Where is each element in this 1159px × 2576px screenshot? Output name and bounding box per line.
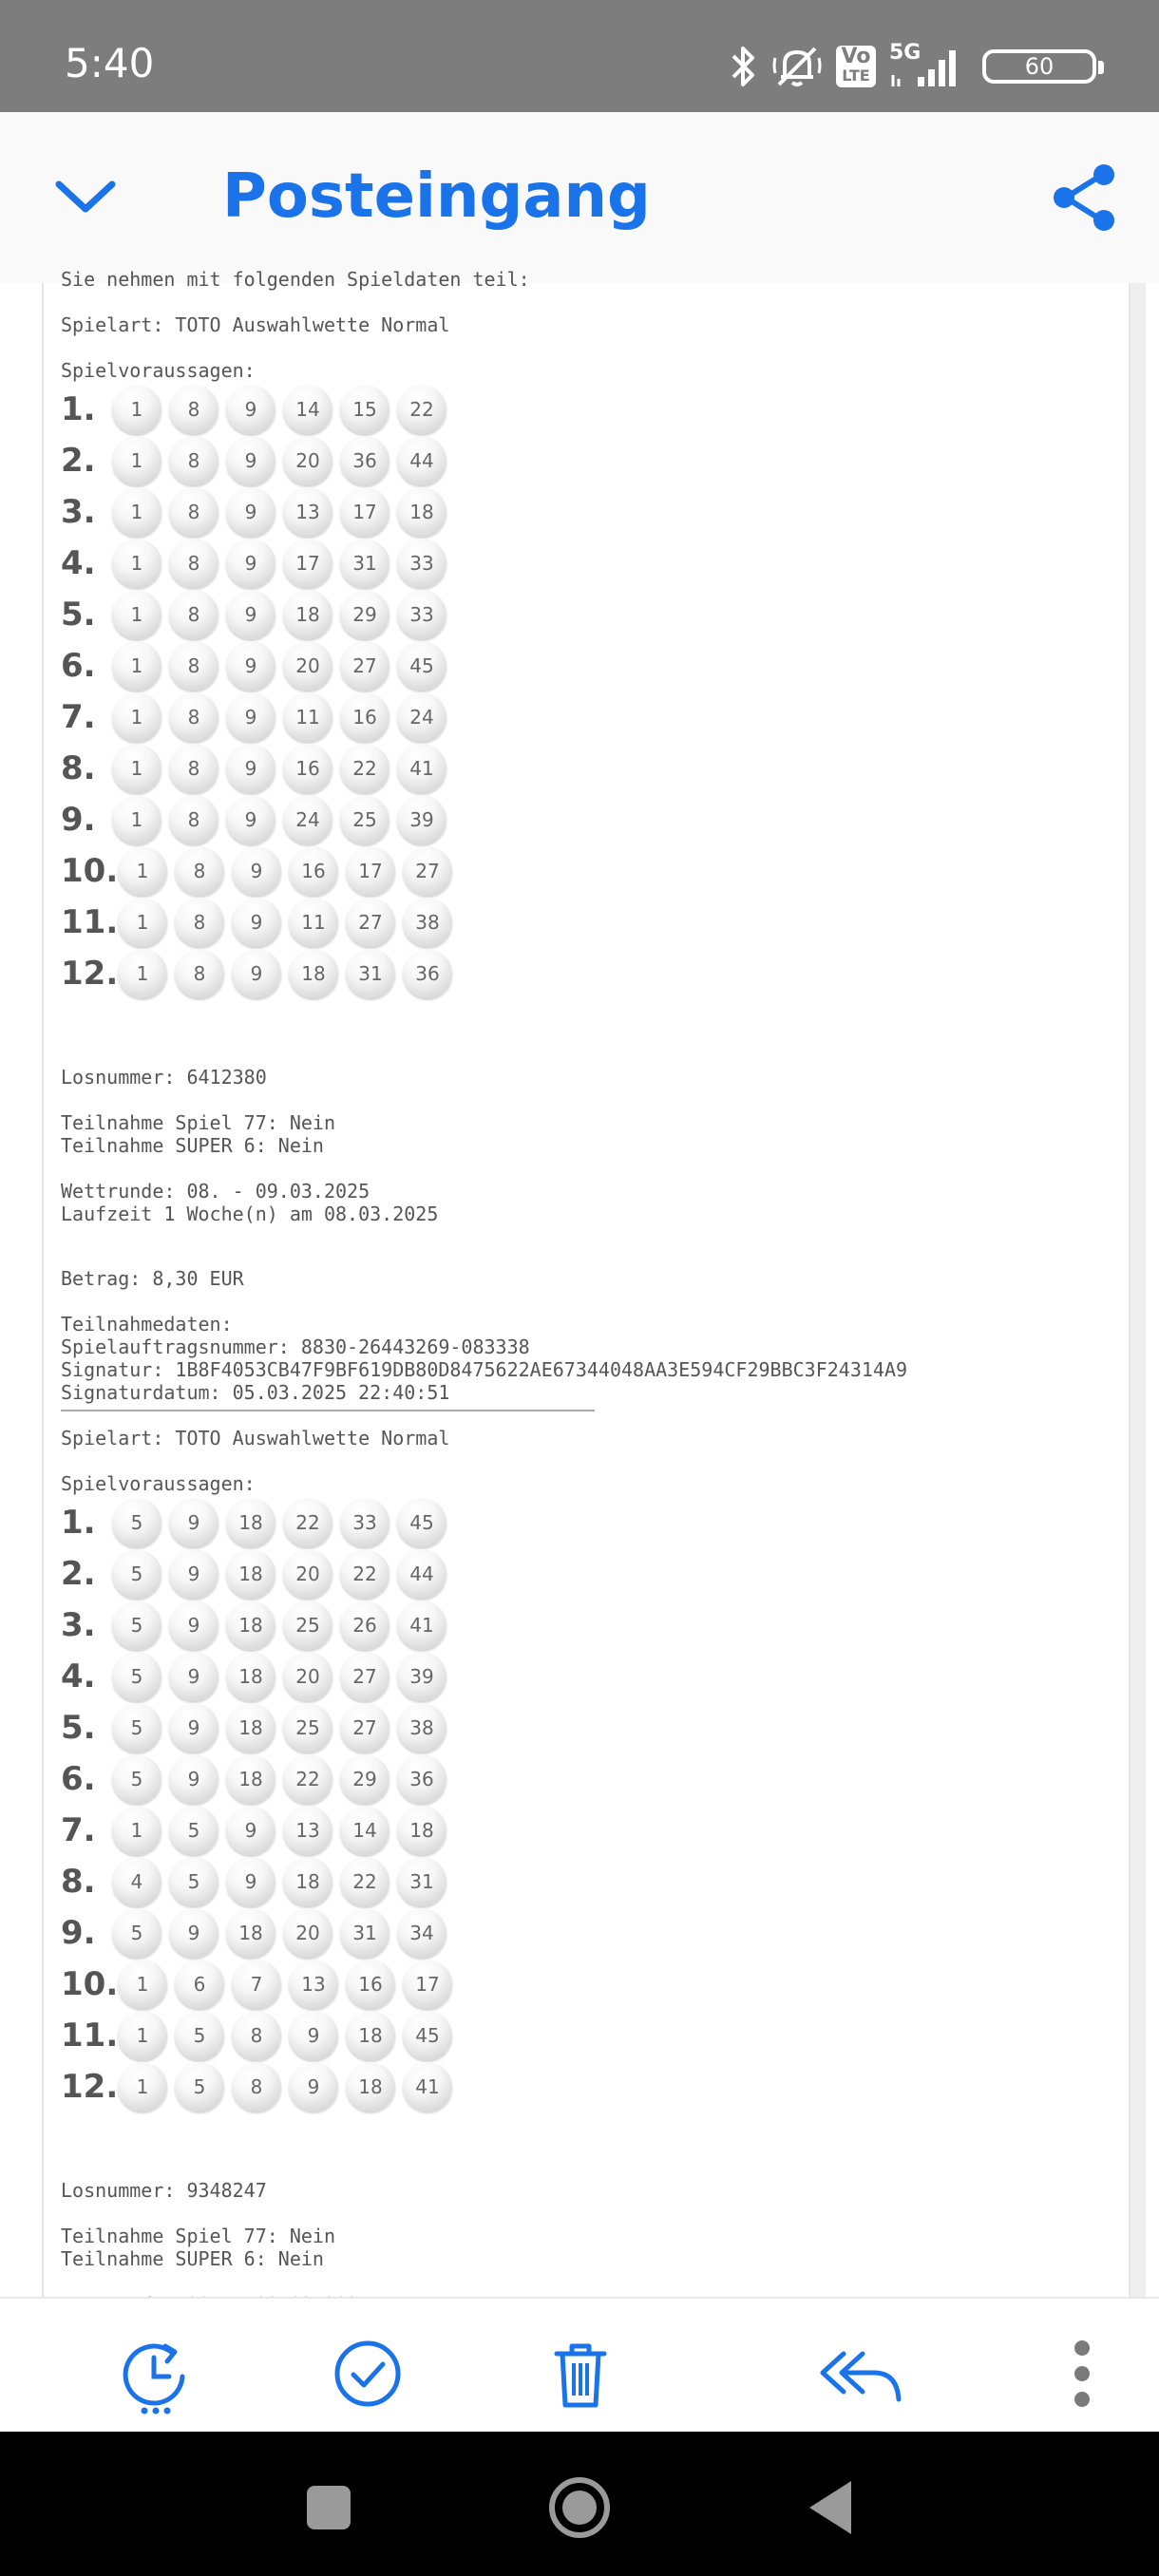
tip-row <box>61 486 1106 538</box>
number-ball: 8 <box>232 2011 281 2060</box>
tip-row-number: 10. <box>61 852 119 890</box>
number-ball: 9 <box>232 898 281 947</box>
back-button[interactable] <box>792 2470 868 2546</box>
number-ball: 18 <box>283 1857 332 1906</box>
number-ball: 8 <box>169 487 218 537</box>
number-ball: 9 <box>169 1498 218 1547</box>
tip-row-number: 7. <box>61 1811 96 1849</box>
number-ball: 22 <box>340 1857 390 1906</box>
mark-done-button[interactable] <box>327 2333 408 2415</box>
tip-row <box>61 743 1106 794</box>
number-ball: 39 <box>397 1652 446 1701</box>
tip-row-number: 6. <box>61 1760 96 1798</box>
number-ball: 8 <box>169 744 218 793</box>
number-ball: 18 <box>226 1549 276 1599</box>
recents-icon <box>291 2470 367 2546</box>
ticket-divider <box>61 1410 595 1411</box>
number-ball: 1 <box>118 2062 167 2112</box>
number-ball: 27 <box>340 1652 390 1701</box>
number-ball: 11 <box>289 898 338 947</box>
number-ball: 1 <box>112 744 162 793</box>
tip-row-number: 4. <box>61 544 96 582</box>
number-ball: 1 <box>118 846 167 896</box>
spiel77: Teilnahme Spiel 77: Nein <box>61 2225 335 2247</box>
number-ball: 41 <box>397 744 446 793</box>
tip-row <box>61 691 1106 743</box>
number-ball: 20 <box>283 1652 332 1701</box>
tip-row-number: 12. <box>61 2068 119 2106</box>
number-ball: 8 <box>169 692 218 742</box>
number-ball: 13 <box>283 487 332 537</box>
number-ball: 20 <box>283 1549 332 1599</box>
predictions-label: Spielvoraussagen: <box>61 359 256 382</box>
number-ball: 1 <box>112 436 162 485</box>
number-ball: 27 <box>340 641 390 691</box>
number-ball: 45 <box>397 641 446 691</box>
bluetooth-icon <box>730 45 758 88</box>
number-ball: 1 <box>118 1960 167 2009</box>
tip-rows <box>61 384 1106 999</box>
number-ball: 14 <box>283 385 332 434</box>
participation-label: Teilnahmedaten: <box>61 1313 233 1335</box>
status-icons <box>730 38 1096 95</box>
snooze-icon <box>116 2333 198 2415</box>
number-ball: 17 <box>340 487 390 537</box>
number-ball: 33 <box>397 590 446 639</box>
number-ball: 31 <box>340 539 390 588</box>
number-ball: 16 <box>289 846 338 896</box>
number-ball: 5 <box>112 1652 162 1701</box>
home-button[interactable] <box>542 2470 618 2546</box>
number-ball: 25 <box>340 795 390 844</box>
share-icon <box>1049 161 1121 234</box>
number-ball: 9 <box>226 539 276 588</box>
system-nav-bar <box>0 2432 1159 2576</box>
number-ball: 1 <box>112 692 162 742</box>
number-ball: 31 <box>340 1908 390 1958</box>
tip-row-number: 3. <box>61 493 96 531</box>
tip-row-number: 4. <box>61 1657 96 1695</box>
number-ball: 44 <box>397 1549 446 1599</box>
number-ball: 8 <box>175 846 224 896</box>
battery-level: 60 <box>1024 53 1054 80</box>
mail-content <box>61 268 1106 2339</box>
number-ball: 17 <box>283 539 332 588</box>
number-ball: 38 <box>397 1703 446 1752</box>
number-ball: 20 <box>283 641 332 691</box>
number-ball: 5 <box>175 2062 224 2112</box>
number-ball: 31 <box>397 1857 446 1906</box>
number-ball: 5 <box>169 1806 218 1855</box>
number-ball: 27 <box>340 1703 390 1752</box>
number-ball: 18 <box>226 1703 276 1752</box>
intro-text: Sie nehmen mit folgenden Spieldaten teil: <box>61 268 530 291</box>
tip-row <box>61 1805 1106 1856</box>
number-ball: 1 <box>112 385 162 434</box>
number-ball: 18 <box>226 1908 276 1958</box>
number-ball: 9 <box>289 2011 338 2060</box>
number-ball: 9 <box>226 487 276 537</box>
number-ball: 44 <box>397 436 446 485</box>
number-ball: 9 <box>169 1908 218 1958</box>
tip-row-number: 11. <box>61 903 119 941</box>
tip-row <box>61 845 1106 897</box>
number-ball: 8 <box>169 539 218 588</box>
tip-row-number: 5. <box>61 596 96 634</box>
number-ball: 26 <box>340 1601 390 1650</box>
number-ball: 24 <box>397 692 446 742</box>
number-ball: 9 <box>226 692 276 742</box>
reply-all-button[interactable] <box>815 2333 906 2415</box>
number-ball: 33 <box>397 539 446 588</box>
number-ball: 9 <box>226 1857 276 1906</box>
number-ball: 31 <box>346 949 395 998</box>
tip-row <box>61 2061 1106 2112</box>
number-ball: 34 <box>397 1908 446 1958</box>
volte-icon <box>836 46 876 87</box>
number-ball: 45 <box>403 2011 452 2060</box>
number-ball: 1 <box>112 641 162 691</box>
tip-row <box>61 1702 1106 1753</box>
signal-icon <box>889 41 963 88</box>
number-ball: 9 <box>226 590 276 639</box>
back-icon <box>792 2470 868 2546</box>
mute-icon <box>771 45 823 88</box>
number-ball: 1 <box>112 1806 162 1855</box>
status-time: 5:40 <box>65 40 155 86</box>
super6: Teilnahme SUPER 6: Nein <box>61 2247 324 2270</box>
number-ball: 9 <box>232 846 281 896</box>
number-ball: 27 <box>346 898 395 947</box>
number-ball: 29 <box>340 590 390 639</box>
mail-body[interactable] <box>42 268 1130 2297</box>
tip-row-number: 11. <box>61 2017 119 2055</box>
number-ball: 14 <box>340 1806 390 1855</box>
tip-row-number: 12. <box>61 955 119 993</box>
number-ball: 36 <box>340 436 390 485</box>
number-ball: 4 <box>112 1857 162 1906</box>
number-ball: 8 <box>232 2062 281 2112</box>
collapse-button[interactable] <box>49 169 122 226</box>
page-title: Posteingang <box>222 161 651 232</box>
number-ball: 18 <box>397 1806 446 1855</box>
app-header <box>0 112 1159 283</box>
number-ball: 5 <box>112 1703 162 1752</box>
number-ball: 9 <box>226 744 276 793</box>
tip-row <box>61 1907 1106 1959</box>
reply-all-icon <box>815 2333 906 2415</box>
number-ball: 9 <box>226 385 276 434</box>
number-ball: 5 <box>112 1601 162 1650</box>
tip-row <box>61 1959 1106 2010</box>
tip-row-number: 8. <box>61 749 96 787</box>
tip-row <box>61 1497 1106 1548</box>
number-ball: 8 <box>169 795 218 844</box>
lot-number: Losnummer: 9348247 <box>61 2179 267 2202</box>
number-ball: 17 <box>346 846 395 896</box>
number-ball: 36 <box>397 1754 446 1804</box>
predictions-label: Spielvoraussagen: <box>61 1472 256 1495</box>
number-ball: 16 <box>283 744 332 793</box>
number-ball: 45 <box>397 1498 446 1547</box>
tip-row-number: 10. <box>61 1965 119 2003</box>
number-ball: 1 <box>112 539 162 588</box>
number-ball: 22 <box>397 385 446 434</box>
tip-row-number: 3. <box>61 1606 96 1644</box>
volte-top-label: Vo <box>841 45 871 68</box>
chevron-down-icon <box>49 169 122 226</box>
number-ball: 5 <box>112 1754 162 1804</box>
number-ball: 22 <box>283 1754 332 1804</box>
number-ball: 18 <box>346 2062 395 2112</box>
number-ball: 22 <box>340 1549 390 1599</box>
number-ball: 8 <box>169 436 218 485</box>
scroll-track <box>1130 283 1146 2297</box>
number-ball: 9 <box>169 1601 218 1650</box>
number-ball: 33 <box>340 1498 390 1547</box>
number-ball: 17 <box>403 1960 452 2009</box>
number-ball: 9 <box>232 949 281 998</box>
number-ball: 13 <box>283 1806 332 1855</box>
number-ball: 9 <box>169 1652 218 1701</box>
snooze-button[interactable] <box>116 2333 198 2415</box>
number-ball: 5 <box>169 1857 218 1906</box>
tip-row-number: 9. <box>61 1914 96 1952</box>
number-ball: 16 <box>340 692 390 742</box>
number-ball: 15 <box>340 385 390 434</box>
number-ball: 41 <box>403 2062 452 2112</box>
battery-icon <box>982 49 1096 84</box>
number-ball: 9 <box>169 1703 218 1752</box>
number-ball: 9 <box>289 2062 338 2112</box>
game-type: Spielart: TOTO Auswahlwette Normal <box>61 1427 450 1449</box>
tip-row-number: 8. <box>61 1863 96 1901</box>
tip-row-number: 5. <box>61 1709 96 1747</box>
number-ball: 5 <box>112 1498 162 1547</box>
number-ball: 18 <box>226 1498 276 1547</box>
delete-button[interactable] <box>540 2333 621 2415</box>
tip-row <box>61 538 1106 589</box>
number-ball: 11 <box>283 692 332 742</box>
bottom-toolbar <box>0 2297 1159 2434</box>
number-ball: 22 <box>283 1498 332 1547</box>
signature-date: Signaturdatum: 05.03.2025 22:40:51 <box>61 1381 450 1404</box>
tip-row <box>61 897 1106 948</box>
number-ball: 16 <box>346 1960 395 2009</box>
number-ball: 1 <box>112 487 162 537</box>
tip-row <box>61 2010 1106 2061</box>
number-ball: 9 <box>169 1549 218 1599</box>
number-ball: 9 <box>169 1754 218 1804</box>
mark-done-icon <box>327 2333 408 2415</box>
number-ball: 1 <box>118 2011 167 2060</box>
network-type-label: 5G <box>889 41 922 65</box>
number-ball: 29 <box>340 1754 390 1804</box>
number-ball: 6 <box>175 1960 224 2009</box>
amount: Betrag: 8,30 EUR <box>61 1267 244 1290</box>
number-ball: 39 <box>397 795 446 844</box>
number-ball: 25 <box>283 1601 332 1650</box>
number-ball: 5 <box>175 2011 224 2060</box>
game-type: Spielart: TOTO Auswahlwette Normal <box>61 313 450 336</box>
number-ball: 9 <box>226 641 276 691</box>
tip-row <box>61 640 1106 691</box>
tip-row-number: 1. <box>61 1504 96 1542</box>
spiel77: Teilnahme Spiel 77: Nein <box>61 1111 335 1134</box>
number-ball: 18 <box>289 949 338 998</box>
tip-row <box>61 1548 1106 1600</box>
number-ball: 36 <box>403 949 452 998</box>
number-ball: 8 <box>169 641 218 691</box>
tip-row-number: 7. <box>61 698 96 736</box>
number-ball: 5 <box>112 1908 162 1958</box>
tip-row <box>61 1600 1106 1651</box>
number-ball: 20 <box>283 436 332 485</box>
tip-row <box>61 794 1106 845</box>
number-ball: 9 <box>226 1806 276 1855</box>
number-ball: 9 <box>226 795 276 844</box>
bet-round: Wettrunde: 08. - 09.03.2025 <box>61 1180 370 1203</box>
number-ball: 8 <box>175 898 224 947</box>
tip-row-number: 6. <box>61 647 96 685</box>
number-ball: 9 <box>226 436 276 485</box>
number-ball: 38 <box>403 898 452 947</box>
share-button[interactable] <box>1049 161 1121 234</box>
lot-number: Losnummer: 6412380 <box>61 1066 267 1089</box>
number-ball: 18 <box>283 590 332 639</box>
number-ball: 41 <box>397 1601 446 1650</box>
number-ball: 27 <box>403 846 452 896</box>
super6: Teilnahme SUPER 6: Nein <box>61 1134 324 1157</box>
number-ball: 1 <box>112 590 162 639</box>
tip-row <box>61 1753 1106 1805</box>
tip-row <box>61 384 1106 435</box>
more-icon <box>1041 2333 1123 2415</box>
volte-bottom-label: LTE <box>842 66 870 85</box>
number-ball: 25 <box>283 1703 332 1752</box>
tip-row <box>61 948 1106 999</box>
home-icon <box>542 2470 618 2546</box>
number-ball: 18 <box>226 1652 276 1701</box>
tip-row-number: 2. <box>61 442 96 480</box>
more-button[interactable] <box>1041 2333 1123 2415</box>
number-ball: 8 <box>169 590 218 639</box>
tip-row <box>61 1856 1106 1907</box>
number-ball: 1 <box>118 949 167 998</box>
delete-icon <box>540 2333 621 2415</box>
number-ball: 5 <box>112 1549 162 1599</box>
duration: Laufzeit 1 Woche(n) am 08.03.2025 <box>61 1203 439 1225</box>
number-ball: 7 <box>232 1960 281 2009</box>
number-ball: 18 <box>346 2011 395 2060</box>
number-ball: 18 <box>397 487 446 537</box>
number-ball: 13 <box>289 1960 338 2009</box>
order-number: Spielauftragsnummer: 8830-26443269-083338 <box>61 1335 530 1358</box>
signature: Signatur: 1B8F4053CB47F9BF619DB80D8475622AE67344048AA3E594CF29BBC3F24314A9 <box>61 1358 908 1381</box>
recents-button[interactable] <box>291 2470 367 2546</box>
number-ball: 1 <box>112 795 162 844</box>
tip-row <box>61 435 1106 486</box>
tip-rows <box>61 1497 1106 2112</box>
tip-row-number: 9. <box>61 801 96 839</box>
status-bar <box>0 0 1159 112</box>
number-ball: 8 <box>175 949 224 998</box>
number-ball: 18 <box>226 1754 276 1804</box>
tip-row <box>61 1651 1106 1702</box>
number-ball: 20 <box>283 1908 332 1958</box>
tip-row-number: 2. <box>61 1555 96 1593</box>
number-ball: 18 <box>226 1601 276 1650</box>
tip-row-number: 1. <box>61 390 96 428</box>
tip-row <box>61 589 1106 640</box>
number-ball: 22 <box>340 744 390 793</box>
number-ball: 24 <box>283 795 332 844</box>
number-ball: 1 <box>118 898 167 947</box>
number-ball: 8 <box>169 385 218 434</box>
